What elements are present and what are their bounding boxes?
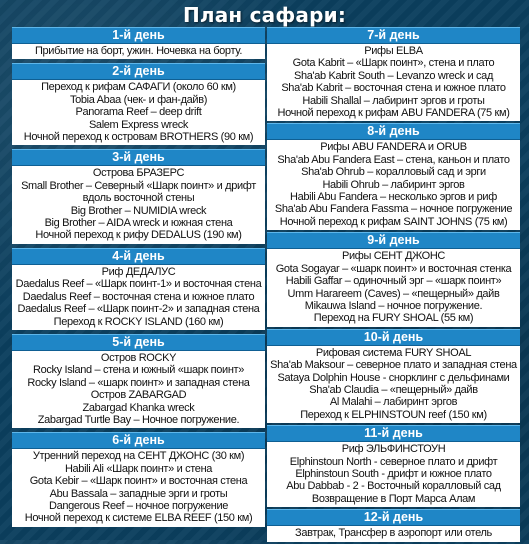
day-header: 1-й день (12, 27, 265, 44)
itinerary-line: Sha'ab Abu Fandera East – стена, каньон и плато (277, 153, 510, 166)
day-block (267, 27, 520, 121)
itinerary-line: Завтрак, Трансфер в аэропорт или отель (295, 527, 492, 540)
day-body (12, 265, 265, 330)
day-header: 12-й день (267, 509, 520, 526)
itinerary-line: Daedalus Reef – «Шарк поинт-1» и восточная стена (15, 278, 262, 291)
day-header: 9-й день (267, 232, 520, 249)
day-block (12, 27, 265, 59)
itinerary-line: Tobia Abaa (чек- и фан-дайв) (69, 93, 208, 106)
day-body (12, 80, 265, 145)
itinerary-line: Elphinstoun North - северное плато и дрифт (289, 455, 498, 468)
itinerary-line: Утренний переход на СЕНТ ДЖОНС (30 км) (32, 450, 245, 463)
itinerary-line: Daedalus Reef – «Шарк поинт-2» и западная стена (17, 303, 260, 316)
day-block (12, 149, 265, 243)
itinerary-line: Zabargad Khanka wreck (82, 401, 195, 414)
itinerary-line: Ночной переход к рифам SAINT JOHNS (75 км) (279, 215, 508, 228)
page-title: План сафари: (182, 3, 347, 27)
itinerary-line: Panorama Reef – deep drift (75, 106, 202, 119)
itinerary-line: Острова БРАЗЕРС (92, 167, 185, 180)
itinerary-line: Sha'ab Maksour – северное плато и западная стена (270, 359, 517, 372)
left-column (12, 27, 265, 531)
day-body (267, 44, 520, 121)
itinerary-line: Возвращение в Порт Марса Алам (311, 492, 476, 505)
day-body (267, 346, 520, 423)
itinerary-line: Gota Kabrit – «Шарк поинт», стена и плато (292, 57, 495, 70)
itinerary-line: Sha'ab Kabrit South – Levanzo wreck и сад (293, 69, 494, 82)
day-block (267, 509, 520, 541)
itinerary-line: Abu Bassala – западные эрги и гроты (49, 487, 228, 500)
day-header: 5-й день (12, 334, 265, 351)
day-body (267, 526, 520, 541)
day-block (12, 63, 265, 145)
itinerary-line: Dangerous Reef – ночное погружение (49, 499, 228, 512)
day-body (12, 44, 265, 59)
itinerary-line: Rocky Island – стена и южный «шарк поинт» (33, 364, 244, 377)
itinerary-line: Ночной переход к рифу DEDALUS (190 км) (35, 229, 242, 242)
itinerary-line: вдоль восточной стены (82, 192, 195, 205)
itinerary-line: Ночной переход к рифам ABU FANDERA (75 км) (277, 107, 510, 120)
day-header: 4-й день (12, 248, 265, 265)
day-block (267, 329, 520, 423)
day-header: 2-й день (12, 63, 265, 80)
itinerary-line: Gota Sogayar – «шарк поинт» и восточная стенка (275, 262, 512, 275)
itinerary-line: Риф ДЕДАЛУС (101, 265, 176, 278)
right-column (267, 27, 520, 544)
itinerary-line: Остров ZABARGAD (90, 389, 187, 402)
itinerary-line: Переход к ELPHINSTOUN reef (150 км) (300, 408, 487, 421)
itinerary-line: Zabargad Turtle Bay – Ночное погружение. (37, 413, 240, 426)
itinerary-line: Ночной переход к островам BROTHERS (90 км) (23, 131, 254, 144)
itinerary-line: Habili Gaffar – одиночный эрг – «шарк поинт» (285, 275, 502, 288)
itinerary-line: Рифовая система FURY SHOAL (315, 346, 472, 359)
itinerary-line: Ночной переход к системе ELBA REEF (150 км) (24, 512, 253, 525)
itinerary-line: Habili Ali «Шарк поинт» и стена (64, 462, 213, 475)
itinerary-line: Daedalus Reef – восточная стена и южное плато (22, 290, 255, 303)
itinerary-line: Habili Abu Fandera – несколько эргов и риф (290, 191, 497, 204)
day-body (12, 449, 265, 526)
itinerary-line: Gota Kebir – «Шарк поинт» и восточная стена (29, 475, 248, 488)
itinerary-line: Sha'ab Claudia – «пещерный» дайв (309, 383, 478, 396)
day-body (12, 351, 265, 428)
day-block (267, 123, 520, 230)
itinerary-line: Рифы ELBA (364, 45, 423, 57)
itinerary-line: Рифы ABU FANDERA и ORUB (320, 141, 467, 154)
day-body (267, 442, 520, 507)
itinerary-line: Small Brother – Северный «Шарк поинт» и дрифт (21, 179, 256, 192)
day-block (267, 425, 520, 507)
day-body (267, 249, 520, 326)
itinerary-line: Sha'ab Abu Fandera Fassma – ночное погружение (274, 203, 513, 216)
itinerary-line: Прибытие на борт, ужин. Ночевка на борту. (34, 45, 243, 57)
itinerary-line: Риф ЭЛЬФИНСТОУН (341, 443, 446, 456)
day-block (12, 248, 265, 330)
itinerary-line: Elphinstoun South - дрифт и южное плато (295, 467, 492, 480)
itinerary-line: Al Malahi – лабиринт эргов (329, 396, 458, 409)
itinerary-line: Переход на FURY SHOAL (55 км) (313, 312, 474, 325)
day-header: 11-й день (267, 425, 520, 442)
itinerary-line: Sha'ab Kabrit – восточная стена и южное плато (281, 82, 506, 95)
itinerary-line: Sha'ab Ohrub – коралловый сад и эрги (301, 166, 486, 179)
itinerary-line: Habili Ohrub – лабиринт эргов (322, 178, 465, 191)
day-header: 7-й день (267, 27, 520, 44)
itinerary-line: Остров ROCKY (100, 351, 177, 364)
itinerary-line: Abu Dabbab - 2 - Восточный коралловый сад (286, 480, 501, 493)
itinerary-line: Sataya Dolphin House - снорклинг с дельфинами (277, 371, 510, 384)
day-body (12, 166, 265, 243)
day-header: 3-й день (12, 149, 265, 166)
day-header: 10-й день (267, 329, 520, 346)
itinerary-line: Rocky Island – «шарк поинт» и западная стена (27, 376, 250, 389)
itinerary-line: Переход к ROCKY ISLAND (160 км) (53, 315, 224, 328)
itinerary-line: Habili Shallal – лабиринт эргов и гроты (302, 94, 485, 107)
itinerary-line: Переход к рифам САФАГИ (около 60 км) (41, 81, 236, 94)
day-header: 8-й день (267, 123, 520, 140)
itinerary-line: Salem Express wreck (88, 118, 189, 131)
itinerary-line: Big Brother – AIDA wreck и южная стена (44, 217, 233, 230)
day-block (12, 334, 265, 428)
day-block (267, 232, 520, 326)
itinerary-line: Рифы СЕНТ ДЖОНС (341, 250, 446, 263)
itinerary-line: Big Brother – NUMIDIA wreck (70, 204, 207, 217)
day-block (12, 432, 265, 526)
itinerary-line: Mikauwa Island – ночное погружение. (304, 299, 483, 312)
day-body (267, 140, 520, 230)
itinerary-line: Umm Harareem (Caves) – «пещерный» дайв (287, 287, 500, 300)
day-header: 6-й день (12, 432, 265, 449)
